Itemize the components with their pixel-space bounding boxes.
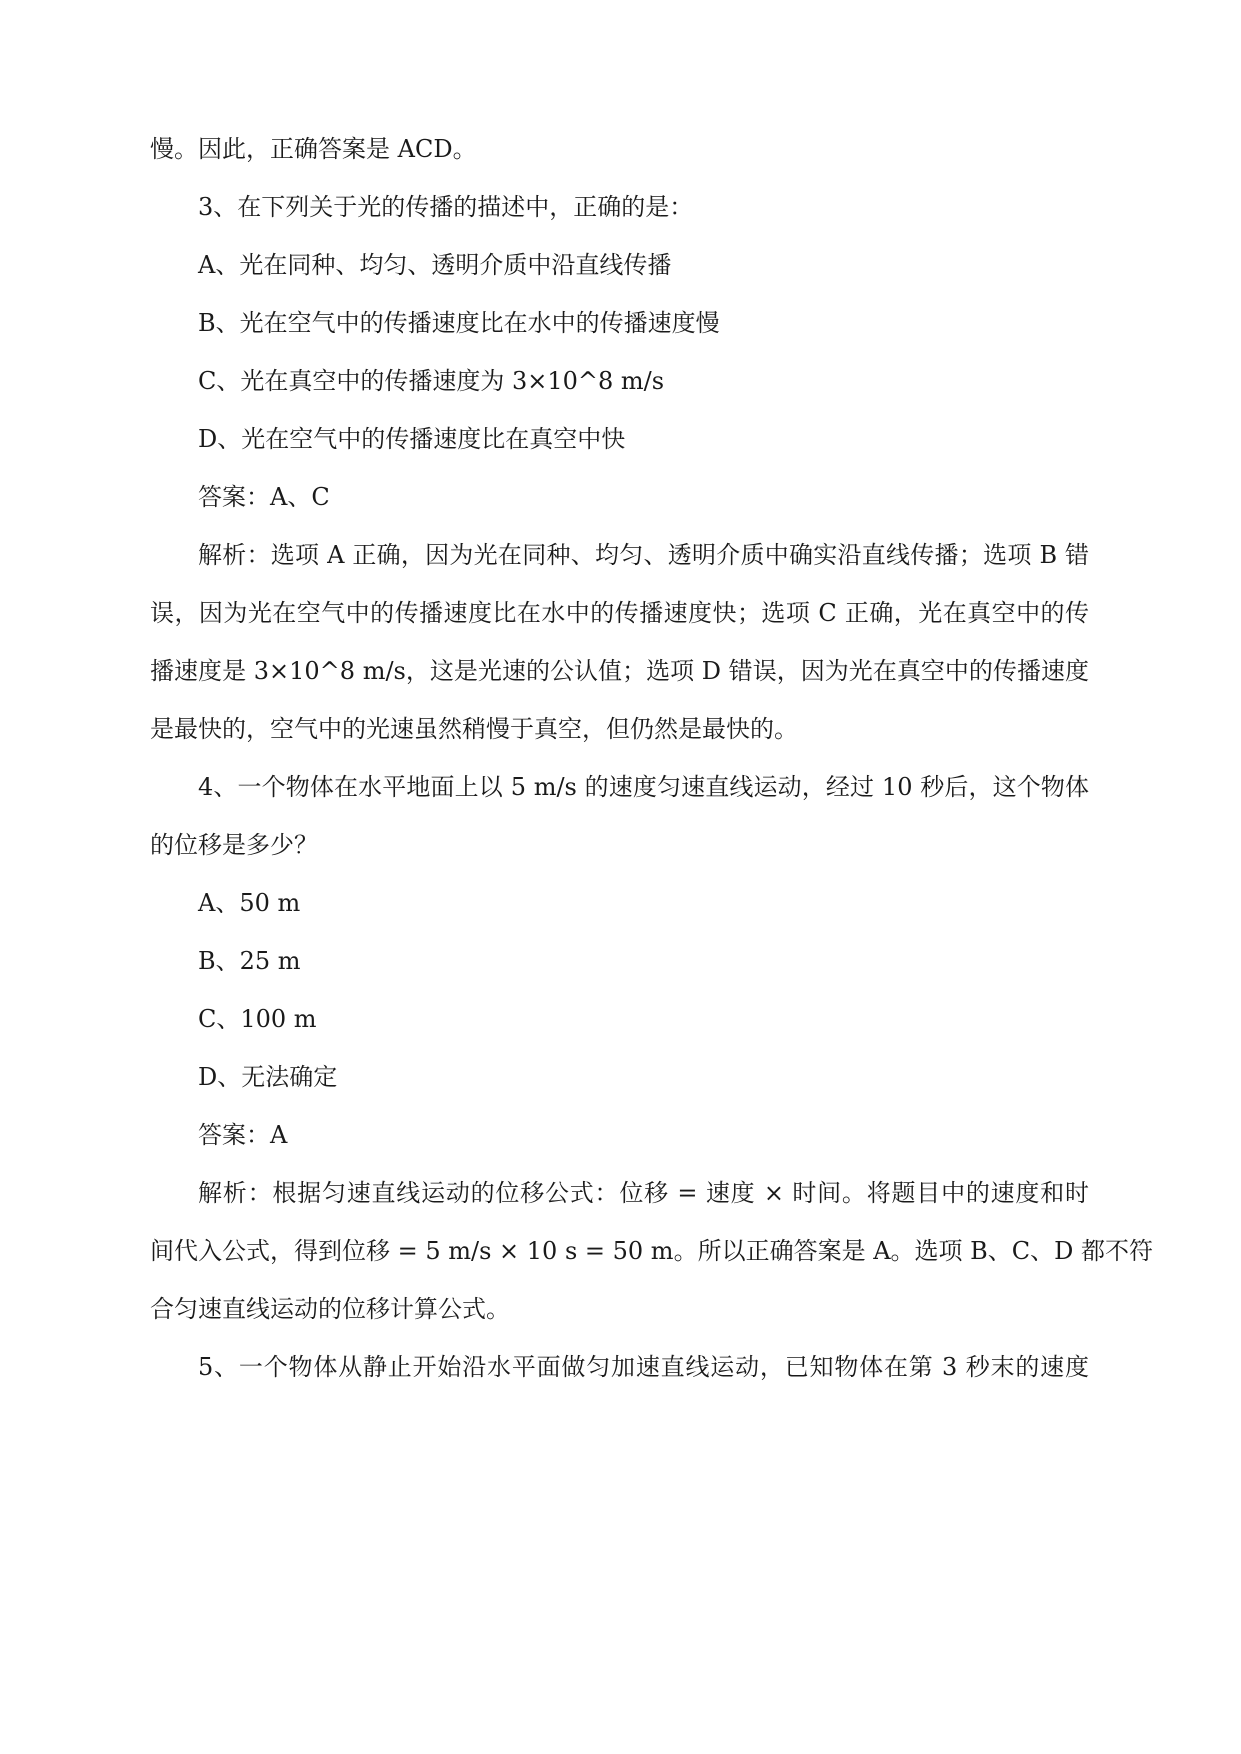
question-3-stem: 3、在下列关于光的传播的描述中，正确的是： <box>198 193 694 221</box>
question-5-stem-line: 5、一个物体从静止开始沿水平面做匀加速直线运动，已知物体在第 3 秒末的速度 <box>198 1353 1089 1381</box>
question-3-option-c: C、光在真空中的传播速度为 3×10^8 m/s <box>198 367 665 395</box>
question-4-stem-line: 的位移是多少？ <box>150 831 318 859</box>
question-3-analysis-line: 播速度是 3×10^8 m/s，这是光速的公认值；选项 D 错误，因为光在真空中的传播速度 <box>150 657 1089 685</box>
question-4-option-d: D、无法确定 <box>198 1063 338 1091</box>
question-4-analysis-line: 间代入公式，得到位移 = 5 m/s × 10 s = 50 m。所以正确答案是 A。选项 B、C、D 都不符 <box>150 1237 1154 1265</box>
question-4-option-b: B、25 m <box>198 947 301 975</box>
question-4-analysis-line: 合匀速直线运动的位移计算公式。 <box>150 1295 510 1323</box>
question-4-option-a: A、50 m <box>198 889 301 917</box>
question-4-analysis-line: 解析：根据匀速直线运动的位移公式：位移 = 速度 × 时间。将题目中的速度和时 <box>198 1179 1089 1207</box>
question-3-option-b: B、光在空气中的传播速度比在水中的传播速度慢 <box>198 309 720 337</box>
question-3-option-d: D、光在空气中的传播速度比在真空中快 <box>198 425 626 453</box>
question-3-answer: 答案：A、C <box>198 483 330 511</box>
question-3-analysis-line: 误，因为光在空气中的传播速度比在水中的传播速度快；选项 C 正确，光在真空中的传 <box>150 599 1089 627</box>
question-3-analysis-line: 是最快的，空气中的光速虽然稍慢于真空，但仍然是最快的。 <box>150 715 798 743</box>
question-4-option-c: C、100 m <box>198 1005 317 1033</box>
question-4-answer: 答案：A <box>198 1121 288 1149</box>
question-3-analysis-line: 解析：选项 A 正确，因为光在同种、均匀、透明介质中确实沿直线传播；选项 B 错 <box>198 541 1089 569</box>
prev-answer-tail: 慢。因此，正确答案是 ACD。 <box>150 135 477 163</box>
question-3-option-a: A、光在同种、均匀、透明介质中沿直线传播 <box>198 251 672 279</box>
question-4-stem-line: 4、一个物体在水平地面上以 5 m/s 的速度匀速直线运动，经过 10 秒后，这个物体 <box>198 773 1089 801</box>
